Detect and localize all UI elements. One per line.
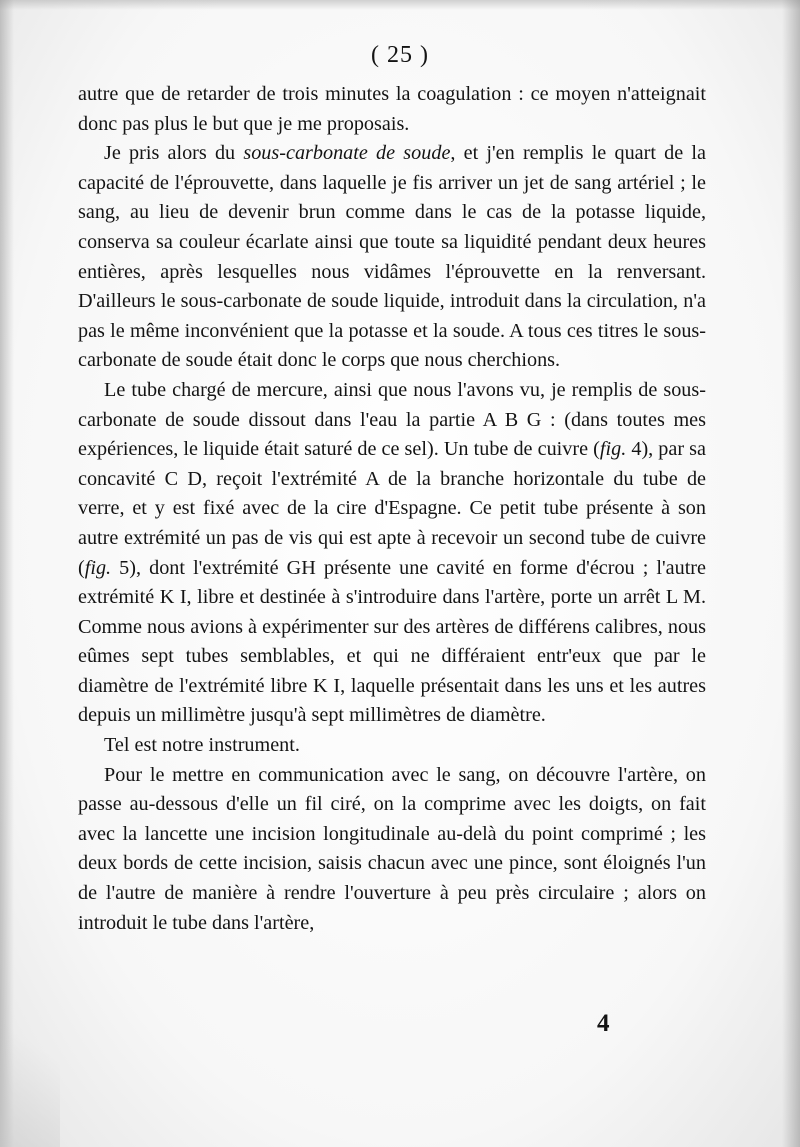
paragraph-3-middle: 4), par sa concavité C D, reçoit l'extrémité A de la branche horizontale du tube de verre, et y est fixé avec de la cire d'Espagne. Ce petit tube présente à son autre extrémité un pas de vis qui est apte à recevoir un second tube de cuivre ( [78, 438, 706, 579]
paragraph-continuation [78, 80, 706, 139]
page-edge-shadow-right [782, 0, 800, 1147]
figure-reference-1: fig. [599, 438, 627, 461]
figure-reference-2: fig. [84, 556, 112, 579]
paragraph-tube-description [78, 376, 706, 731]
paragraph-2-start: Je pris alors du [104, 142, 244, 165]
page-edge-shadow-top [0, 0, 800, 10]
paragraph-sous-carbonate [78, 139, 706, 376]
page-edge-shadow-left [0, 0, 14, 1147]
body-text [78, 80, 706, 938]
paragraph-3-start: Le tube chargé de mercure, ainsi que nous l'avons vu, je remplis de sous-carbonate de soude dissout dans l'eau la partie A B G : (dans toutes mes expériences, le liquide était saturé de ce sel). Un tube de cuivre ( [78, 378, 706, 461]
signature-mark: 4 [597, 1010, 610, 1037]
paragraph-3-end: 5), dont l'extrémité GH présente une cavité en forme d'écrou ; l'autre extrémité K I, libre et destinée à s'introduire dans l'artère, porte un arrêt L M. Comme nous avions à expérimenter sur des artères de différens calibres, nous eûmes sept tubes semblables, et qui ne différaient entr'eux que par le diamètre de l'extrémité libre K I, laquelle présentait dans les uns et les autres depuis un millimètre jusqu'à sept millimètres de diamètre. [78, 556, 706, 727]
paragraph-5-text: Pour le mettre en communication avec le sang, on découvre l'artère, on passe au-dessous d'elle un fil ciré, on la comprime avec les doigts, on fait avec la lancette une incision longitudinale au-delà du point comprimé ; les deux bords de cette incision, saisis chacun avec une pince, sont éloignés l'un de l'autre de manière à rendre l'ouverture à peu près circulaire ; alors on introduit le tube dans l'artère, [78, 763, 706, 934]
paragraph-instrument [78, 731, 706, 761]
page-number: ( 25 ) [371, 42, 429, 68]
paragraph-2-italic: sous-carbonate de soude [243, 142, 451, 165]
paragraph-procedure [78, 761, 706, 939]
page-corner-shading [0, 1007, 60, 1147]
paragraph-1-text: autre que de retarder de trois minutes la coagulation : ce moyen n'atteignait donc pas plus le but que je me proposais. [78, 83, 706, 135]
paragraph-2-rest: , et j'en remplis le quart de la capacité de l'éprouvette, dans laquelle je fis arriver un jet de sang artériel ; le sang, au lieu de devenir brun comme dans le cas de la potasse liquide, conserva sa couleur écarlate ainsi que toute sa liquidité pendant deux heures entières, après lesquelles nous vidâmes l'éprouvette en la renversant. D'ailleurs le sous-carbonate de soude liquide, introduit dans la circulation, n'a pas le même inconvénient que la potasse et la soude. A tous ces titres le sous-carbonate de soude était donc le corps que nous cherchions. [78, 142, 706, 372]
paragraph-4-text: Tel est notre instrument. [104, 734, 300, 757]
